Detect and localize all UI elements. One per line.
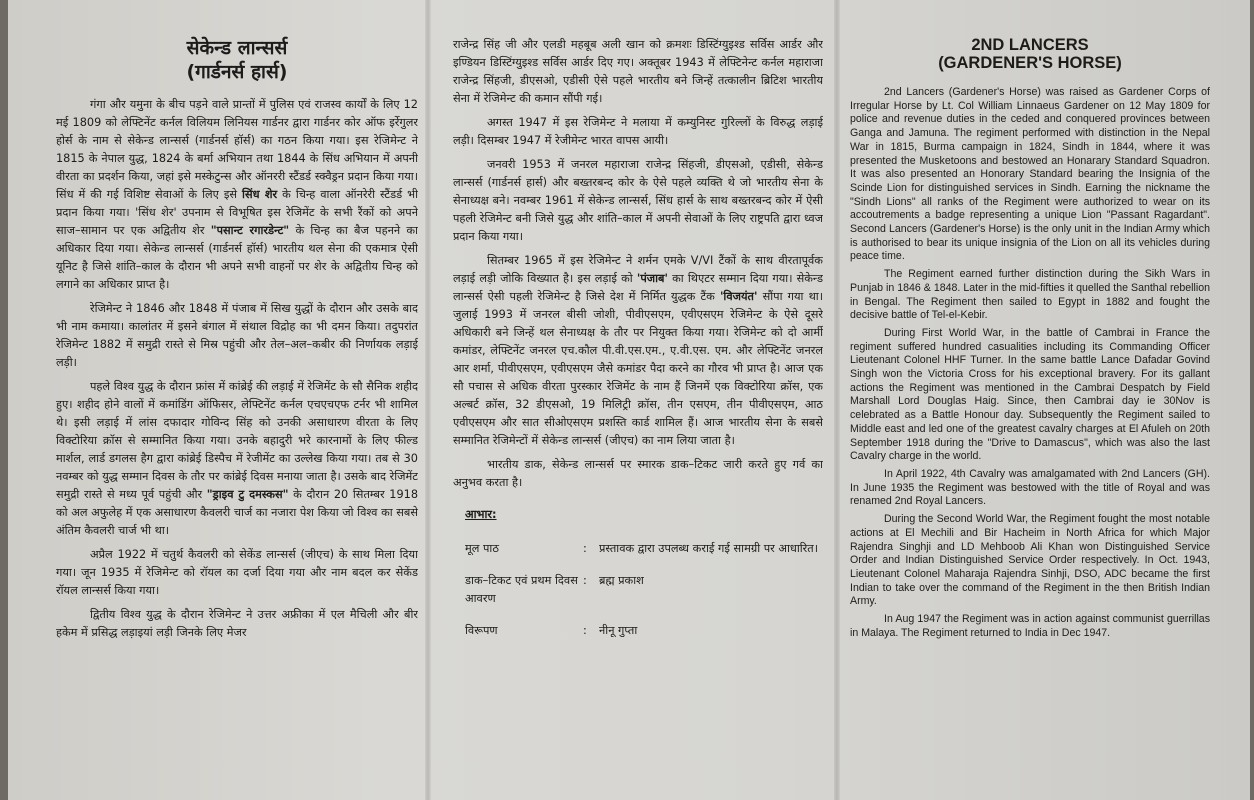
hindi-paragraph: अगस्त 1947 में इस रेजिमेन्ट ने मलाया में कम्युनिस्ट गुरिल्लों के विरुद्ध लड़ाई लड़ी। दिसम्बर 1947 में रेजीमेन्ट भारत वापस आयी। xyxy=(453,116,823,147)
credit-separator: : xyxy=(583,574,587,587)
hindi-text: के दौरान 20 सितम्बर 1918 को अल अफुलेह में एक असाधारण कैवलरी चार्ज का नजारा पेश किया जो विश्व का सबसे अंतिम कैवलरी चार्ज भी था। xyxy=(56,488,418,537)
english-paragraph: In Aug 1947 the Regiment was in action against communist guerrillas in Malaya. The Regiment returned to India in Dec 1947. xyxy=(850,613,1210,639)
hindi-column xyxy=(56,0,418,800)
hindi-bold-text: "ड्राइव टु दमस्कस" xyxy=(206,488,289,501)
hindi-paragraph xyxy=(453,252,823,450)
hindi-text: के चिन्ह वाला ऑनरेरी स्टैंडर्ड भी प्रदान किया गया। 'सिंध शेर' उपनाम से विभूषित इस रेजिमेंट के सभी रैंकों को अपने साज–सामान पर एक अद्वितीय शेर xyxy=(56,188,418,237)
english-paragraph: During the Second World War, the Regiment fought the most notable actions at El Mechili and Bir Hacheim in North Africa for which Major Rajendra Singhji and LD Mehboob Ali Khan won Distinguished Service Order and Indian Distinguished Service Order respectively. In Oct. 1943, Lieutenant Colonel Maharaja Rajendra Sinhji, DSO, ADC became the first Indian to take over the command of the Regiment in the then British Indian Army. xyxy=(850,513,1210,608)
english-subtitle: (GARDENER'S HORSE) xyxy=(938,54,1122,72)
hindi-paragraph: जनवरी 1953 में जनरल महाराजा राजेन्द्र सिंहजी, डीएसओ, एडीसी, सेकेन्ड लान्सर्स (गार्डनर्स हार्स) और बख्तरबन्द कोर के ऐसे पहले व्यक्ति थे जो भारतीय सेना के सेनाध्यक्ष बने। नवम्बर 1961 में सेकेन्ड लान्सर्स, सिंध हार्स के साथ बख्तरबन्द कोर में ऐसी पहली रेजिमेन्ट बनी जिसे युद्ध और शांति–काल में अपनी सेवाओं के लिए राष्ट्रपति द्वारा ध्वज प्रदान किया गया। xyxy=(453,158,823,243)
credit-row xyxy=(465,572,823,608)
hindi-paragraph: अप्रैल 1922 में चतुर्थ कैवलरी को सेकेंड लान्सर्स (जीएच) के साथ मिला दिया गया। जून 1935 में रेजिमेन्ट को रॉयल का दर्जा दिया गया और नाम बदल कर सेकेंड रॉयल लान्सर्स किया गया। xyxy=(56,548,418,597)
hindi-text: गंगा और यमुना के बीच पड़ने वाले प्रान्तों में पुलिस एवं राजस्व कार्यों के लिए 12 मई 1809 को लेफ्टिनेंट कर्नल विलियम लिनियस गार्डनर द्वारा गार्डनर कोर ऑफ इर्रेगुलर होर्स के नाम से सेकेन्ड लान्सर्स (गार्डनर्स हॉर्स) का गठन किया गया। इस रेजिमेन्ट ने 1815 के नेपाल युद्ध, 1824 के बर्मा अभियान तथा 1844 के सिंध अभियान में अपनी वीरता का प्रदर्शन किया, जहां इसे मस्केटुन्स और ऑनररी स्टैंडर्ड स्क्वैड्रन प्रदान किया गया। सिंध में की गई विशिष्ट सेवाओं के लिए इसे xyxy=(56,98,418,201)
credit-value: प्रस्तावक द्वारा उपलब्ध कराई गई सामग्री पर आधारित। xyxy=(599,542,819,555)
hindi-paragraph xyxy=(56,378,418,540)
hindi-text: पहले विश्व युद्ध के दौरान फ्रांस में कांब्रेई की लड़ाई में रेजिमेंट के सौ सैनिक शहीद हुए। शहीद होने वालों में कमांडिंग ऑफिसर, लेफ्टिनेंट कर्नल एचएचएफ टर्नर भी शामिल थे। इसी लड़ाई में लांस दफादार गोविन्द सिंह को उनकी असाधारण वीरता के लिए विक्टोरिया क्रॉस से सम्मानित किया गया। उनके बहादुरी भरे कारनामों के लिए फील्ड मार्शल, लार्ड डगलस हैग द्वारा कांब्रेई डिस्पैच में रेजीमेंट का उल्लेख किया गया। तब से 30 नवम्बर को युद्ध सम्मान दिवस के तौर पर कांब्रेई दिवस मनाया जाता है। उसके बाद रेजिमेंट समुद्री रास्ते से मध्य पूर्व पहुंची और xyxy=(56,380,418,501)
hindi-text: सौंपा गया था। जुलाई 1993 में जनरल बीसी जोशी, पीवीएसएम, एवीएसएम रेजिमेन्ट के ऐसे दूसरे अधिकारी बने जिन्हें थल सेनाध्यक्ष के तौर पर नियुक्त किया गया। रेजिमेन्ट को दो आर्मी कमांडर, लेफ्टिनेंट जनरल एच.कौल पी.वी.एस.एम., ए.वी.एस. एम. और लेफ्टिनेंट जनरल आर शर्मा, पीवीएसएम, एवीएसएम जैसे कमांडर पैदा करने का गौरव भी प्राप्त है। आज एक सौ पचास से अधिक वीरता पुरस्कार रेजिमेंट के नाम हैं जिनमें एक विक्टोरिया क्रॉस, एक अल्बर्ट क्रॉस, 32 डीएसओ, 19 मिलिट्री क्रॉस, तीन एसएम, तीन पीवीएसएम, आठ एवीएसएम और सात सीओएसएम प्रशस्ति कार्ड शामिल हैं। आज भारतीय सेना के सबसे सम्मानित रेजिमेन्टों में सेकेन्ड लान्सर्स (जीएच) का नाम लिया जाता है। xyxy=(453,290,823,447)
english-paragraph: In April 1922, 4th Cavalry was amalgamated with 2nd Lancers (GH). In June 1935 the Regiment was bestowed with the title of Royal and was renamed 2nd Royal Lancers. xyxy=(850,467,1210,508)
english-column xyxy=(850,0,1210,800)
hindi-continuation-column xyxy=(453,0,823,800)
hindi-paragraph: रेजिमेन्ट ने 1846 और 1848 में पंजाब में सिख युद्धों के दौरान और उसके बाद भी नाम कमाया। कालांतर में इसने बंगाल में संथाल विद्रोह का भी दमन किया। तदुपरांत रेजिमेन्ट 1882 में समुद्री रास्ते से मिस्र पहुंची और तेल–अल–कबीर की निर्णायक लड़ाई लड़ी। xyxy=(56,302,418,369)
credit-row xyxy=(465,622,823,640)
english-paragraph: During First World War, in the battle of Cambrai in France the regiment suffered hundred casualities including its Commanding Officer Lieutenant Colonel HHF Turner. In the same battle Lance Dafadar Govind Singh won the Victoria Cross for his exceptional bravery. For its gallant actions the Regiment was mentioned in the Cambrai Despatch by Field Marshall Lord Douglas Haig. Since, then Cambrai day ie 30Nov is celebrated as a Battle Honour day. Subsequently the Regiment sailed to Middle east and led one of the greatest cavalry charges at El Afuleh on 20th September 1918 during the "Drive to Damascus", which was also the last Cavalry charge in the world. xyxy=(850,326,1210,463)
hindi-text: सितम्बर 1965 में इस रेजिमेन्ट ने शर्मन एमके V/VI टैंकों के साथ वीरतापूर्वक लड़ाई लड़ी जोकि विख्यात है। इस लड़ाई को xyxy=(453,254,823,285)
page-fold-right xyxy=(834,0,840,800)
hindi-bold-text: 'विजयंत' xyxy=(719,290,758,303)
hindi-bold-text: 'पंजाब' xyxy=(636,272,668,285)
credit-label: मूल पाठ xyxy=(465,542,499,555)
brochure-sheet xyxy=(8,0,1250,800)
hindi-title: सेकेन्ड लान्सर्स xyxy=(186,37,288,59)
hindi-paragraph: राजेन्द्र सिंह जी और एलडी महबूब अली खान को क्रमशः डिस्टिंग्युइश्ड सर्विस आर्डर और इण्डियन डिस्टिंग्युइश्ड सर्विस आर्डर दिए गए। अक्तूबर 1943 में लेफ्टिनेन्ट कर्नल महाराजा राजेन्द्र सिंहजी, डीएसओ, एडीसी ऐसे पहले भारतीय बने जिन्हें तत्कालीन ब्रिटिश भारतीय सेना में रेजिमेन्ट की कमान सौंपी गई। xyxy=(453,38,823,105)
credit-separator: : xyxy=(583,624,587,637)
credit-separator: : xyxy=(583,542,587,555)
hindi-text: का थिएटर सम्मान दिया गया। सेकेन्ड लान्सर्स ऐसी पहली रेजिमेन्ट है जिसे देश में निर्मित युद्धक टैंक xyxy=(453,272,823,303)
hindi-paragraph: भारतीय डाक, सेकेन्ड लान्सर्स पर स्मारक डाक–टिकट जारी करते हुए गर्व का अनुभव करता है। xyxy=(453,458,823,489)
hindi-text: के चिन्ह का बैज पहनने का अधिकार दिया गया। सेकेन्ड लान्सर्स (गार्डनर्स हॉर्स) भारतीय थल सेना की एकमात्र ऐसी यूनिट है जिसे शांति–काल के दौरान भी अपने सभी वाहनों पर शेर के अद्वितीय चिन्ह को लगाने का अधिकार प्राप्त है। xyxy=(56,224,418,291)
hindi-paragraph: द्वितीय विश्व युद्ध के दौरान रेजिमेन्ट ने उत्तर अफ्रीका में एल मैचिली और बीर हकेम में प्रसिद्ध लड़ाइयां लड़ी जिनके लिए मेजर xyxy=(56,608,418,639)
hindi-subtitle: (गार्डनर्स हार्स) xyxy=(186,61,288,83)
hindi-bold-text: सिंध शेर xyxy=(242,188,278,201)
credit-label: डाक–टिकट एवं प्रथम दिवस आवरण xyxy=(465,574,578,605)
credit-row xyxy=(465,540,823,558)
credit-value: नीनू गुप्ता xyxy=(599,624,638,637)
hindi-paragraph xyxy=(56,96,418,294)
credit-label: विरूपण xyxy=(465,624,498,637)
english-title: 2ND LANCERS xyxy=(971,36,1089,54)
english-paragraph: The Regiment earned further distinction during the Sikh Wars in Punjab in 1846 & 1848. Later in the mid-fifties it quelled the Santhal rebellion in Bengal. The Regiment then sailed to Egypt in 1882 and fought the decisive battle of Tel-el-Kebir. xyxy=(850,268,1210,322)
hindi-bold-text: "पसान्ट रगारडेन्ट" xyxy=(210,224,290,237)
credits-heading: आभार: xyxy=(465,508,497,521)
credit-value: ब्रह्म प्रकाश xyxy=(599,574,644,587)
page-fold-left xyxy=(425,0,431,800)
english-paragraph: 2nd Lancers (Gardener's Horse) was raised as Gardener Corps of Irregular Horse by Lt. Col William Linnaeus Gardener on 12 May 1809 for police and revenue duties in the ceded and conquered provinces between Ganga and Jamuna. The regiment performed with distinction in the Nepal War in 1815, Burma campaign in 1824, Sindh in 1844, where it was presented the Musketoons and bestowed an Honarary Standard Squadron. It was also presented an Honorary Standard bearing the Insignia of the Scinde Lion for distinguished services in Sindh. Earning the nickname the "Sindh Lions" all ranks of the Regiment were authorized to wear on its accoutrements a badge representing a unique Lion "Passant Ragardant". Second Lancers (Gardener's Horse) is the only unit in the Indian Army which is authorised to bear its unique insignia of the Lion on all its vehicles during peace time. xyxy=(850,86,1210,263)
